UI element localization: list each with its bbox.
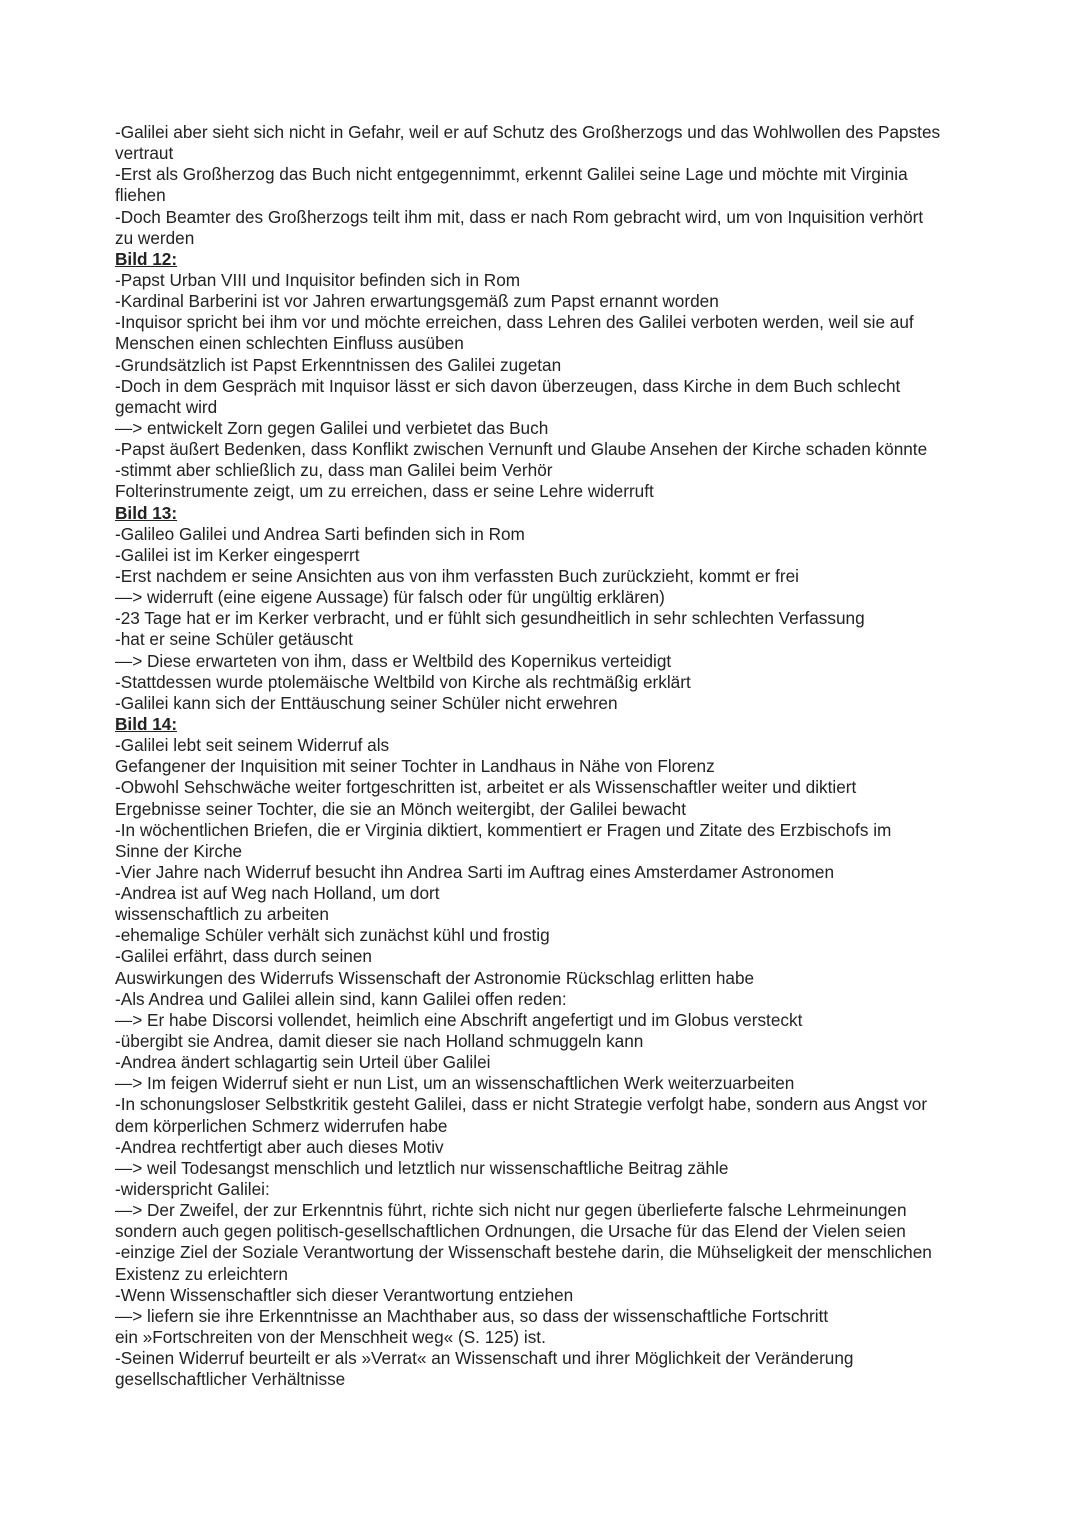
text-line: Auswirkungen des Widerrufs Wissenschaft der Astronomie Rückschlag erlitten habe	[115, 967, 755, 988]
text-line: —> Der Zweifel, der zur Erkenntnis führt, richte sich nicht nur gegen überlieferte falsche Lehrmeinungen	[115, 1200, 907, 1221]
text-line: -Galileo Galilei und Andrea Sarti befinden sich in Rom	[115, 523, 525, 544]
text-line: sondern auch gegen politisch-gesellschaftlichen Ordnungen, die Ursache für das Elend der Vielen seien	[115, 1221, 906, 1242]
text-line: Sinne der Kirche	[115, 840, 243, 861]
text-line: -Inquisor spricht bei ihm vor und möchte erreichen, dass Lehren des Galilei verboten werden, weil sie auf	[115, 312, 914, 333]
text-line: —> Im feigen Widerruf sieht er nun List, um an wissenschaftlichen Werk weiterzuarbeiten	[115, 1073, 795, 1094]
text-line: -Andrea ist auf Weg nach Holland, um dort	[115, 883, 440, 904]
text-line: -23 Tage hat er im Kerker verbracht, und er fühlt sich gesundheitlich in sehr schlechten Verfassung	[115, 608, 865, 629]
text-line: -Seinen Widerruf beurteilt er als »Verrat« an Wissenschaft und ihrer Möglichkeit der Veränderung	[115, 1348, 854, 1369]
text-line: —> entwickelt Zorn gegen Galilei und verbietet das Buch	[115, 417, 549, 438]
text-line: zu werden	[115, 227, 195, 248]
document-body	[115, 122, 975, 1390]
text-line: —> liefern sie ihre Erkenntnisse an Machthaber aus, so dass der wissenschaftliche Fortschritt	[115, 1305, 829, 1326]
text-line: Ergebnisse seiner Tochter, die sie an Mönch weitergibt, der Galilei bewacht	[115, 798, 686, 819]
text-line: -Papst äußert Bedenken, dass Konflikt zwischen Vernunft und Glaube Ansehen der Kirche schaden könnte	[115, 439, 928, 460]
text-line: -Galilei aber sieht sich nicht in Gefahr, weil er auf Schutz des Großherzogs und das Wohlwollen des Papstes	[115, 122, 941, 142]
text-line: -Vier Jahre nach Widerruf besucht ihn Andrea Sarti im Auftrag eines Amsterdamer Astronomen	[115, 861, 835, 882]
text-line: -ehemalige Schüler verhält sich zunächst kühl und frostig	[115, 925, 550, 946]
section-heading: Bild 14:	[115, 713, 178, 734]
text-line: -Galilei lebt seit seinem Widerruf als	[115, 735, 390, 756]
text-line: Folterinstrumente zeigt, um zu erreichen, dass er seine Lehre widerruft	[115, 481, 654, 502]
text-line: -Als Andrea und Galilei allein sind, kann Galilei offen reden:	[115, 988, 567, 1009]
text-line: —> Er habe Discorsi vollendet, heimlich eine Abschrift angefertigt und im Globus versteckt	[115, 1009, 803, 1030]
section-heading: Bild 12:	[115, 248, 178, 269]
text-line: —> weil Todesangst menschlich und letztlich nur wissenschaftliche Beitrag zähle	[115, 1157, 729, 1178]
text-line: —> Diese erwarteten von ihm, dass er Weltbild des Kopernikus verteidigt	[115, 650, 672, 671]
text-line: fliehen	[115, 185, 166, 206]
text-line: -Galilei kann sich der Enttäuschung seiner Schüler nicht erwehren	[115, 692, 618, 713]
text-line: -einzige Ziel der Soziale Verantwortung der Wissenschaft bestehe darin, die Mühseligkeit der menschlichen	[115, 1242, 932, 1263]
text-line: -Doch Beamter des Großherzogs teilt ihm mit, dass er nach Rom gebracht wird, um von Inquisition verhört	[115, 206, 924, 227]
text-line: wissenschaftlich zu arbeiten	[115, 904, 329, 925]
text-line: -In wöchentlichen Briefen, die er Virginia diktiert, kommentiert er Fragen und Zitate des Erzbischofs im	[115, 819, 892, 840]
text-line: vertraut	[115, 143, 174, 164]
text-line: -Stattdessen wurde ptolemäische Weltbild von Kirche als rechtmäßig erklärt	[115, 671, 691, 692]
text-line: -Grundsätzlich ist Papst Erkenntnissen des Galilei zugetan	[115, 354, 562, 375]
text-line: -stimmt aber schließlich zu, dass man Galilei beim Verhör	[115, 460, 553, 481]
text-line: -Andrea ändert schlagartig sein Urteil über Galilei	[115, 1052, 491, 1073]
section-heading: Bild 13:	[115, 502, 178, 523]
text-line: Existenz zu erleichtern	[115, 1263, 288, 1284]
text-line: -Andrea rechtfertigt aber auch dieses Motiv	[115, 1136, 444, 1157]
text-line: -Erst nachdem er seine Ansichten aus von ihm verfassten Buch zurückzieht, kommt er frei	[115, 565, 799, 586]
text-line: -Galilei erfährt, dass durch seinen	[115, 946, 372, 967]
text-line: gesellschaftlicher Verhältnisse	[115, 1369, 346, 1390]
text-line: -Papst Urban VIII und Inquisitor befinden sich in Rom	[115, 269, 521, 290]
text-line: -hat er seine Schüler getäuscht	[115, 629, 353, 650]
text-line: -Erst als Großherzog das Buch nicht entgegennimmt, erkennt Galilei seine Lage und möchte mit Virginia	[115, 164, 908, 185]
text-line: -Obwohl Sehschwäche weiter fortgeschritten ist, arbeitet er als Wissenschaftler weiter und diktiert	[115, 777, 857, 798]
text-line: -Galilei ist im Kerker eingesperrt	[115, 544, 360, 565]
text-line: -übergibt sie Andrea, damit dieser sie nach Holland schmuggeln kann	[115, 1031, 644, 1052]
text-line: Gefangener der Inquisition mit seiner Tochter in Landhaus in Nähe von Florenz	[115, 756, 715, 777]
text-line: —> widerruft (eine eigene Aussage) für falsch oder für ungültig erklären)	[115, 587, 665, 608]
text-line: ein »Fortschreiten von der Menschheit weg« (S. 125) ist.	[115, 1327, 546, 1348]
text-line: dem körperlichen Schmerz widerrufen habe	[115, 1115, 448, 1136]
text-line: gemacht wird	[115, 396, 218, 417]
text-line: Menschen einen schlechten Einfluss ausüben	[115, 333, 464, 354]
text-line: -Doch in dem Gespräch mit Inquisor lässt er sich davon überzeugen, dass Kirche in dem Buch schlecht	[115, 375, 901, 396]
text-line: -widerspricht Galilei:	[115, 1179, 270, 1200]
text-line: -In schonungsloser Selbstkritik gesteht Galilei, dass er nicht Strategie verfolgt habe, sondern aus Angst vor	[115, 1094, 928, 1115]
text-line: -Kardinal Barberini ist vor Jahren erwartungsgemäß zum Papst ernannt worden	[115, 291, 719, 312]
text-line: -Wenn Wissenschaftler sich dieser Verantwortung entziehen	[115, 1284, 574, 1305]
